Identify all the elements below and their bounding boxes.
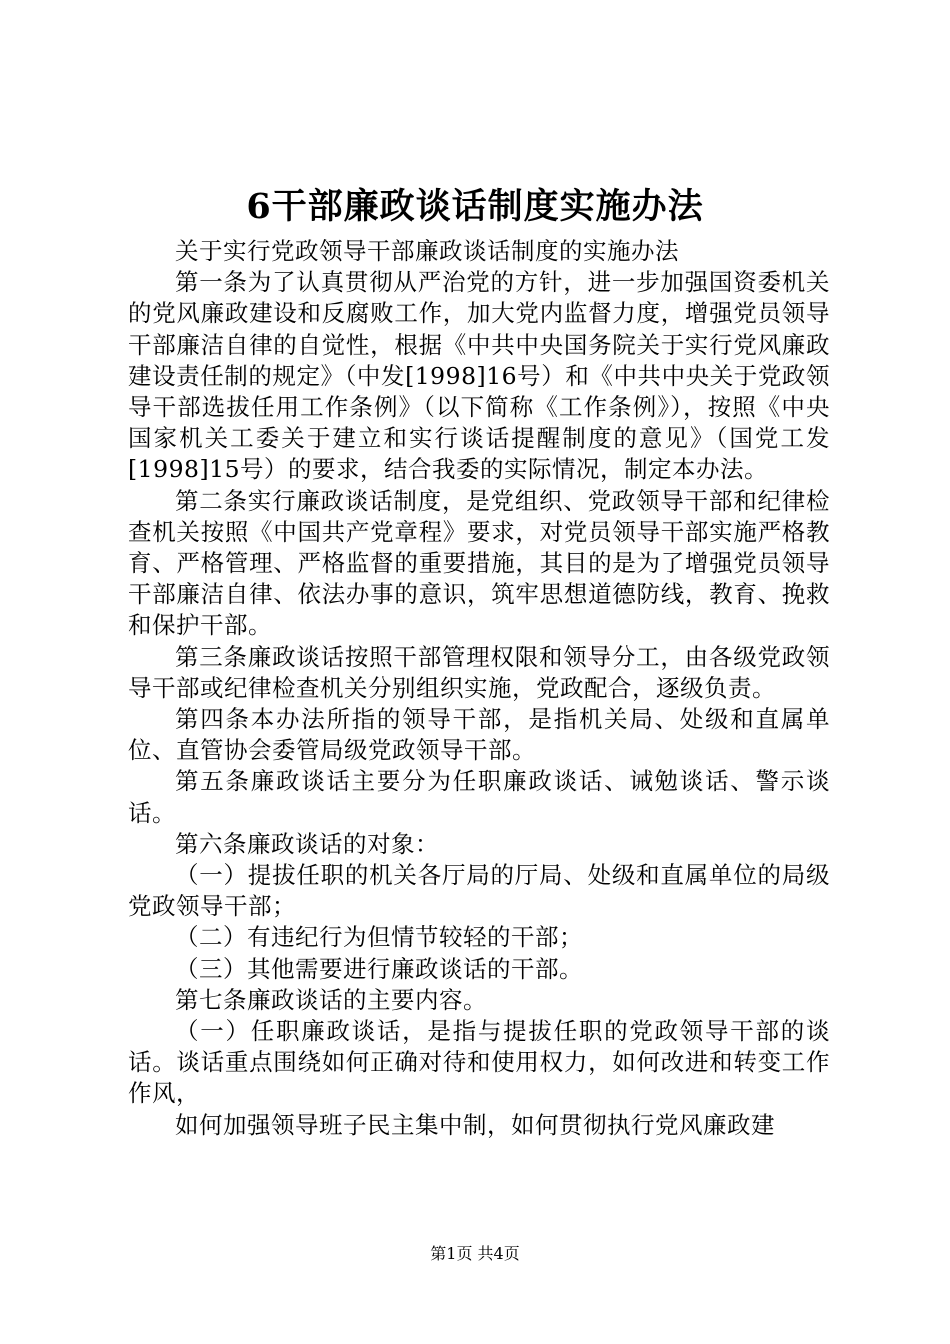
paragraph-article-5: 第五条廉政谈话主要分为任职廉政谈话、诫勉谈话、警示谈话。	[128, 767, 830, 827]
paragraph-article-4: 第四条本办法所指的领导干部，是指机关局、处级和直属单位、直管协会委管局级党政领导干部。	[128, 705, 830, 765]
list-item-6-1: （一）提拔任职的机关各厅局的厅局、处级和直属单位的局级党政领导干部；	[128, 861, 830, 921]
document-body	[128, 236, 830, 1141]
list-item-7-1: （一）任职廉政谈话，是指与提拔任职的党政领导干部的谈话。谈话重点围绕如何正确对待和使用权力，如何改进和转变工作作风，	[128, 1017, 830, 1108]
paragraph-continuation: 如何加强领导班子民主集中制，如何贯彻执行党风廉政建	[175, 1110, 775, 1139]
paragraph-article-2: 第二条实行廉政谈话制度，是党组织、党政领导干部和纪律检查机关按照《中国共产党章程》要求，对党员领导干部实施严格教育、严格管理、严格监督的重要措施，其目的是为了增强党员领导干部廉洁自律、依法办事的意识，筑牢思想道德防线，教育、挽救和保护干部。	[128, 486, 830, 640]
paragraph-article-3: 第三条廉政谈话按照干部管理权限和领导分工，由各级党政领导干部或纪律检查机关分别组织实施，党政配合，逐级负责。	[128, 642, 830, 702]
page-footer: 第1页 共4页	[430, 1244, 520, 1263]
list-item-6-3: （三）其他需要进行廉政谈话的干部。	[175, 954, 583, 983]
paragraph-article-7: 第七条廉政谈话的主要内容。	[175, 985, 487, 1014]
document-title: 6干部廉政谈话制度实施办法	[246, 186, 704, 227]
paragraph-article-6: 第六条廉政谈话的对象：	[175, 829, 439, 858]
list-item-6-2: （二）有违纪行为但情节较轻的干部；	[175, 923, 583, 952]
paragraph-article-1: 第一条为了认真贯彻从严治党的方针，进一步加强国资委机关的党风廉政建设和反腐败工作，加大党内监督力度，增强党员领导干部廉洁自律的自觉性，根据《中共中央国务院关于实行党风廉政建设责任制的规定》（中发[1998]16号）和《中共中央关于党政领导干部选拔任用工作条例》（以下简称《工作条例》），按照《中央国家机关工委关于建立和实行谈话提醒制度的意见》（国党工发[1998]15号）的要求，结合我委的实际情况，制定本办法。	[128, 268, 830, 484]
paragraph-subtitle: 关于实行党政领导干部廉政谈话制度的实施办法	[175, 237, 679, 265]
